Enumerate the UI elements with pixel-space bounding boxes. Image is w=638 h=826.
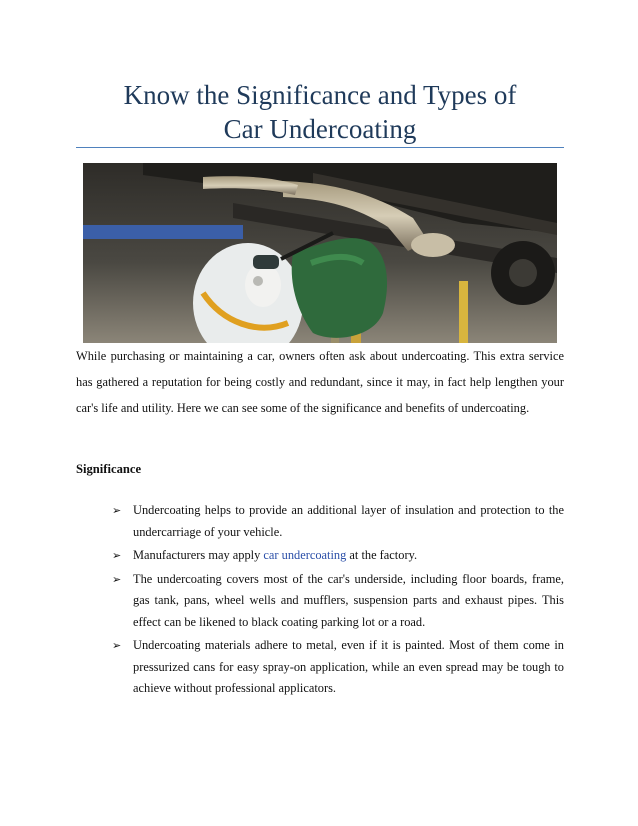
arrow-bullet-icon: ➢: [112, 572, 122, 586]
bullet-text: The undercoating covers most of the car's underside, including floor boards, frame, gas tank, pans, wheel wells and mufflers, suspension parts and exhaust pipes. This effect can be likened to black coating parking lot or a road.: [133, 571, 564, 629]
car-undercoating-link[interactable]: car undercoating: [263, 548, 347, 562]
list-item: [112, 545, 564, 567]
section-heading-significance: Significance: [76, 462, 142, 476]
bullet-text-before-link: Manufacturers may apply: [133, 548, 264, 562]
bullet-text-after-link: at the factory.: [346, 548, 418, 562]
intro-paragraph: While purchasing or maintaining a car, owners often ask about undercoating. This extra service has gathered a reputation for being costly and redundant, since it may, in fact help lengthen your car's life and utility. Here we can see some of the significance and benefits of undercoating.: [76, 349, 564, 415]
title-line-1: Know the Significance and Types of: [123, 80, 517, 110]
arrow-bullet-icon: ➢: [112, 504, 122, 517]
bullet-text: Undercoating helps to provide an additional layer of insulation and protection to the undercarriage of your vehicle.: [133, 503, 564, 539]
significance-list: [112, 500, 564, 702]
title-underline: [76, 147, 564, 148]
list-item: [112, 500, 564, 543]
list-item: [112, 635, 564, 700]
title-line-2: Car Undercoating: [223, 114, 417, 144]
bullet-text: Undercoating materials adhere to metal, even if it is painted. Most of them come in pressurized cans for easy spray-on application, while an even spread may be tough to achieve without professional applicators.: [133, 638, 564, 695]
list-item: [112, 569, 564, 634]
arrow-bullet-icon: ➢: [112, 639, 122, 652]
arrow-bullet-icon: ➢: [112, 549, 122, 562]
page-title: [76, 78, 564, 146]
undercoating-photo: [83, 163, 557, 343]
